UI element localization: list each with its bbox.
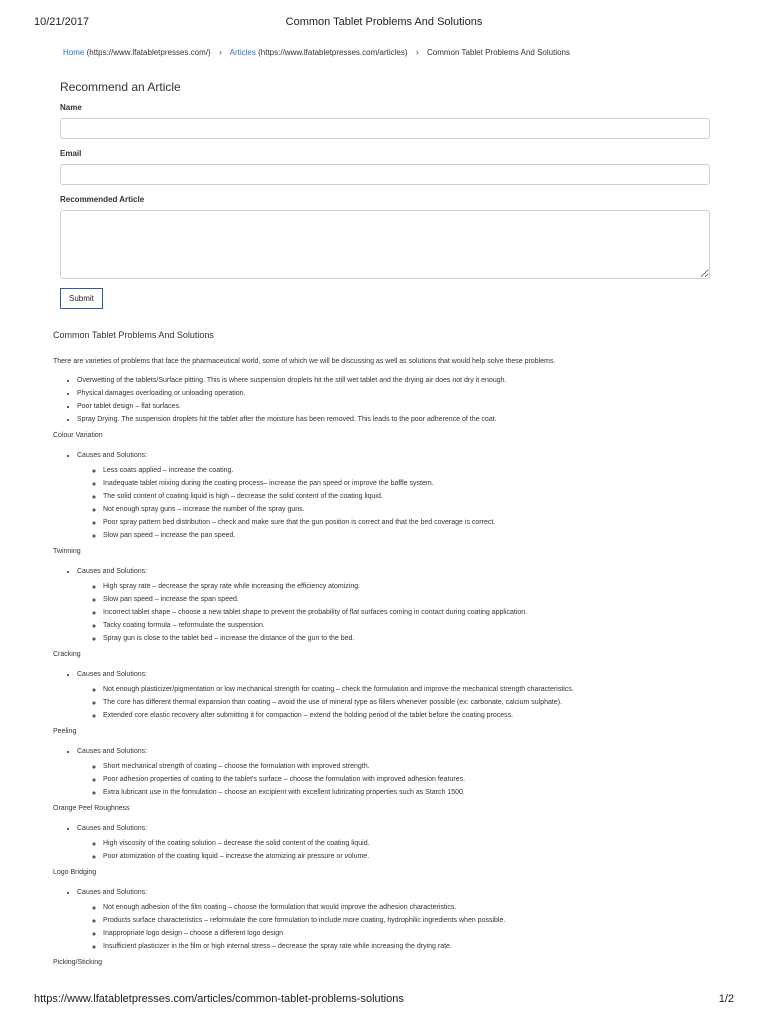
list-item: ◦ Not enough plasticizer/pigmentation or low mechanical strength for coating – check the formulation and improve the mechanical strength characteristics. [103,685,733,694]
list-item: ◦ Tacky coating formula – reformulate the suspension. [103,621,733,630]
section-list [53,824,733,861]
list-item: ◦ Insufficient plasticizer in the film or high internal stress – decrease the spray rate while increasing the drying rate. [103,942,733,951]
section-list [53,888,733,951]
recommended-article-field[interactable] [60,210,710,279]
list-item: ◦ Products surface characteristics – reformulate the core formulation to include more coating, hydrophilic ingredients when possible. [103,916,733,925]
breadcrumb [63,47,748,57]
breadcrumb-home-link[interactable]: Home [63,48,85,57]
name-label: Name [60,103,82,112]
list-item: ◦ Short mechanical strength of coating – choose the formulation with improved strength. [103,762,733,771]
section-heading: Cracking [53,651,81,658]
print-page-number: 1/2 [718,993,734,1005]
list-item: ◦ Less coats applied – increase the coating. [103,466,733,475]
section-list [53,670,733,720]
sub-list [77,839,733,861]
section-list [53,567,733,643]
sub-list [77,466,733,540]
list-item: ◦ Extended core elastic recovery after submitting it for compaction – extend the holding period of the tablet before the coating process. [103,711,733,720]
list-item: ◦ Spray gun is close to the tablet bed – increase the distance of the gun to the bed. [103,634,733,643]
submit-button[interactable]: Submit [60,288,103,309]
section-heading: Logo Bridging [53,869,97,876]
section-peeling [53,728,733,797]
causes-label: Causes and Solutions: [77,568,148,575]
article-body [53,330,733,978]
print-footer [34,993,734,1009]
list-item: ◦ Poor adhesion properties of coating to the tablet's surface – choose the formulation with improved adhesion features. [103,775,733,784]
email-field[interactable] [60,164,710,185]
list-item: ◦ Incorrect tablet shape – choose a new tablet shape to prevent the probability of flat surfaces coming in contact during coating application. [103,608,733,617]
list-item [77,670,733,720]
list-item: • Overwetting of the tablets/Surface pitting. This is where suspension droplets hit the still wet tablet and the drying air does not dry it enough. [77,376,733,385]
section-heading: Orange Peel Roughness [53,805,130,812]
article-intro: There are varieties of problems that face the pharmaceutical world, some of which we will be discussing as well as solutions that would help solve these problems. [53,358,556,365]
section-heading: Twinning [53,548,81,555]
causes-label: Causes and Solutions: [77,825,148,832]
email-label: Email [60,149,82,158]
section-heading: Colour Variation [53,432,103,439]
print-header [34,16,734,32]
causes-label: Causes and Solutions: [77,671,148,678]
section-colour-variation [53,432,733,540]
list-item: ◦ High viscosity of the coating solution – decrease the solid content of the coating liquid. [103,839,733,848]
print-title: Common Tablet Problems And Solutions [285,16,483,28]
breadcrumb-articles-link[interactable]: Articles [229,48,256,57]
list-item: ◦ Poor atomization of the coating liquid – increase the atomizing air pressure or volume. [103,852,733,861]
section-orange-peel [53,805,733,861]
list-item: ◦ Not enough spray guns – increase the number of the spray guns. [103,505,733,514]
causes-label: Causes and Solutions: [77,748,148,755]
section-heading: Peeling [53,728,77,735]
section-list [53,747,733,797]
causes-label: Causes and Solutions: [77,452,148,459]
list-item: ◦ Not enough adhesion of the film coating – choose the formulation that would improve the adhesion characteristics. [103,903,733,912]
section-logo-bridging [53,869,733,951]
list-item: ◦ Poor spray pattern bed distribution – check and make sure that the gun position is correct and that the bed coverage is correct. [103,518,733,527]
sub-list [77,762,733,797]
list-item [77,747,733,797]
list-item [77,567,733,643]
print-date: 10/21/2017 [34,16,90,28]
intro-bullet-list [53,376,733,424]
list-item: ◦ Inadequate tablet mixing during the coating process– increase the pan speed or improve the baffle system. [103,479,733,488]
list-item: ◦ Inappropriate logo design – choose a different logo design [103,929,733,938]
print-url: https://www.lfatabletpresses.com/articles/common-tablet-problems-solutions [34,993,404,1005]
sub-list [77,582,733,643]
list-item: ◦ High spray rate – decrease the spray rate while increasing the efficiency atomizing. [103,582,733,591]
causes-label: Causes and Solutions: [77,889,148,896]
list-item: • Poor tablet design – flat surfaces. [77,402,733,411]
sub-list [77,903,733,951]
list-item: • Spray Drying. The suspension droplets hit the tablet after the moisture has been removed. This leads to the poor adherence of the coat. [77,415,733,424]
list-item: ◦ The solid content of coating liquid is high – decrease the solid content of the coating liquid. [103,492,733,501]
list-item [77,888,733,951]
sub-list [77,685,733,720]
name-field[interactable] [60,118,710,139]
breadcrumb-home-url: (https://www.lfatabletpresses.com/) [86,48,211,57]
list-item: ◦ Slow pan speed – increase the pan speed. [103,531,733,540]
chevron-right-icon: › [415,47,419,57]
breadcrumb-articles-url: (https://www.lfatabletpresses.com/articles) [258,48,408,57]
list-item [77,451,733,540]
list-item: ◦ Slow pan speed – increase the span speed. [103,595,733,604]
breadcrumb-current: Common Tablet Problems And Solutions [426,48,571,57]
section-twinning [53,548,733,643]
list-item: ◦ The core has different thermal expansion than coating – avoid the use of mineral type as fillers whenever possible (ex: carbonate, calcium sulphate). [103,698,733,707]
chevron-right-icon: › [218,47,222,57]
list-item [77,824,733,861]
form-heading: Recommend an Article [60,80,181,94]
list-item: • Physical damages overloading or unloading operation. [77,389,733,398]
recommend-article-form [60,80,710,309]
section-heading-picking-sticking: Picking/Sticking [53,959,103,966]
recommended-article-label: Recommended Article [60,195,145,204]
article-title: Common Tablet Problems And Solutions [53,330,214,340]
section-cracking [53,651,733,720]
list-item: ◦ Extra lubricant use in the formulation – choose an excipient with excellent lubricating properties such as Starch 1500. [103,788,733,797]
section-list [53,451,733,540]
